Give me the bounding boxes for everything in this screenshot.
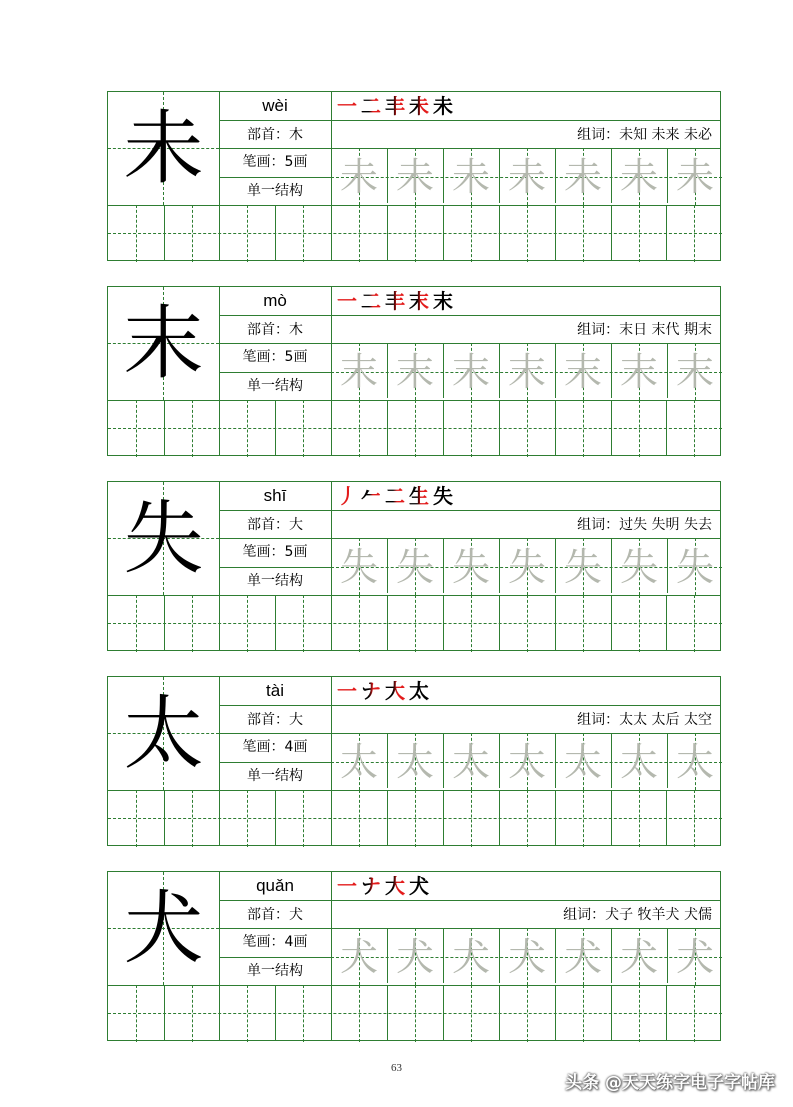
- trace-character: 失: [619, 544, 658, 589]
- stroke-step: 末: [409, 289, 429, 313]
- stroke-order: [331, 677, 429, 705]
- stroke-step: 一: [337, 94, 357, 118]
- stroke-step: 生: [409, 484, 429, 508]
- stroke-step: 一: [337, 874, 357, 898]
- stroke-step: 大: [385, 679, 405, 703]
- grid-line: [219, 733, 331, 734]
- word-examples: 组词：末日 末代 期末: [577, 321, 712, 338]
- trace-character: 太: [395, 739, 434, 784]
- pinyin: shī: [263, 486, 287, 505]
- grid-line: [219, 177, 331, 178]
- stroke-count-label: 笔画：5画: [242, 544, 308, 560]
- structure-label: 单一结构: [247, 183, 303, 199]
- grid-line: [219, 567, 331, 568]
- stroke-step: 丰: [385, 94, 405, 118]
- trace-character: 失: [451, 544, 490, 589]
- pinyin: mò: [263, 291, 287, 310]
- grid-line: [108, 790, 720, 791]
- trace-character: 太: [619, 739, 658, 784]
- trace-character: 太: [507, 739, 546, 784]
- grid-line: [219, 928, 331, 929]
- trace-character: 失: [675, 544, 714, 589]
- stroke-order: [331, 482, 453, 510]
- character-card: [107, 91, 721, 261]
- stroke-step: 𠂉: [361, 484, 381, 508]
- word-examples: 组词：未知 未来 未必: [577, 126, 712, 143]
- stroke-step: 未: [409, 94, 429, 118]
- trace-character: 未: [339, 154, 378, 199]
- trace-character: 未: [507, 154, 546, 199]
- trace-character: 太: [451, 739, 490, 784]
- trace-character: 末: [507, 349, 546, 394]
- stroke-order: [331, 92, 453, 120]
- grid-line: [219, 343, 331, 344]
- trace-character: 太: [675, 739, 714, 784]
- stroke-order: [331, 287, 453, 315]
- character-card: [107, 481, 721, 651]
- trace-character: 犬: [563, 934, 602, 979]
- grid-line: [219, 372, 331, 373]
- radical-label: 部首：木: [247, 127, 303, 143]
- character-card: [107, 676, 721, 846]
- grid-line: [108, 205, 720, 206]
- trace-character: 失: [339, 544, 378, 589]
- trace-character: 失: [507, 544, 546, 589]
- stroke-step: ナ: [361, 679, 381, 703]
- stroke-step: ナ: [361, 874, 381, 898]
- trace-character: 未: [395, 154, 434, 199]
- trace-character: 犬: [339, 934, 378, 979]
- guide-line: [108, 623, 722, 624]
- trace-character: 末: [339, 349, 378, 394]
- stroke-step: 丿: [337, 484, 357, 508]
- stroke-step: 一: [337, 679, 357, 703]
- trace-character: 太: [563, 739, 602, 784]
- guide-line: [108, 1013, 722, 1014]
- word-examples: 组词：过失 失明 失去: [577, 516, 712, 533]
- word-examples: 组词：太太 太后 太空: [577, 711, 712, 728]
- guide-line: [108, 818, 722, 819]
- stroke-count-label: 笔画：4画: [242, 739, 308, 755]
- trace-character: 未: [563, 154, 602, 199]
- trace-character: 末: [395, 349, 434, 394]
- stroke-step: 二: [385, 484, 405, 508]
- trace-character: 犬: [507, 934, 546, 979]
- grid-line: [108, 985, 720, 986]
- structure-label: 单一结构: [247, 378, 303, 394]
- trace-character: 末: [563, 349, 602, 394]
- radical-label: 部首：犬: [247, 907, 303, 923]
- stroke-count-label: 笔画：4画: [242, 934, 308, 950]
- model-character: 犬: [123, 881, 204, 975]
- pinyin: wèi: [262, 96, 288, 115]
- grid-line: [219, 148, 331, 149]
- stroke-step: 二: [361, 94, 381, 118]
- trace-character: 犬: [395, 934, 434, 979]
- trace-character: 失: [395, 544, 434, 589]
- watermark: 头条 @天天练字电子字帖库: [565, 1073, 775, 1093]
- grid-line: [219, 762, 331, 763]
- model-character: 未: [123, 101, 204, 195]
- stroke-step: 丰: [385, 289, 405, 313]
- stroke-step: 二: [361, 289, 381, 313]
- stroke-step: 大: [385, 874, 405, 898]
- structure-label: 单一结构: [247, 768, 303, 784]
- radical-label: 部首：大: [247, 712, 303, 728]
- trace-character: 失: [563, 544, 602, 589]
- grid-line: [108, 400, 720, 401]
- grid-line: [108, 595, 720, 596]
- model-character: 失: [123, 491, 204, 585]
- trace-character: 犬: [451, 934, 490, 979]
- guide-line: [108, 233, 722, 234]
- trace-character: 未: [619, 154, 658, 199]
- structure-label: 单一结构: [247, 963, 303, 979]
- structure-label: 单一结构: [247, 573, 303, 589]
- stroke-step: 一: [337, 289, 357, 313]
- grid-line: [219, 957, 331, 958]
- model-character: 末: [123, 296, 204, 390]
- pinyin: tài: [266, 681, 284, 700]
- stroke-step: 太: [409, 679, 429, 703]
- stroke-count-label: 笔画：5画: [242, 154, 308, 170]
- trace-character: 末: [675, 349, 714, 394]
- trace-character: 末: [619, 349, 658, 394]
- trace-character: 犬: [675, 934, 714, 979]
- model-character: 太: [123, 686, 204, 780]
- trace-character: 末: [451, 349, 490, 394]
- guide-line: [108, 428, 722, 429]
- stroke-step: 犬: [409, 874, 429, 898]
- trace-character: 未: [451, 154, 490, 199]
- trace-character: 犬: [619, 934, 658, 979]
- page-number: 63: [391, 1062, 402, 1074]
- pinyin: quǎn: [256, 876, 294, 895]
- stroke-order: [331, 872, 429, 900]
- character-card: [107, 286, 721, 456]
- stroke-step: 失: [433, 484, 453, 508]
- character-card: [107, 871, 721, 1041]
- trace-character: 太: [339, 739, 378, 784]
- word-examples: 组词：犬子 牧羊犬 犬儒: [563, 906, 712, 923]
- stroke-step: 末: [433, 289, 453, 313]
- radical-label: 部首：木: [247, 322, 303, 338]
- trace-character: 未: [675, 154, 714, 199]
- stroke-step: 未: [433, 94, 453, 118]
- radical-label: 部首：大: [247, 517, 303, 533]
- grid-line: [219, 538, 331, 539]
- stroke-count-label: 笔画：5画: [242, 349, 308, 365]
